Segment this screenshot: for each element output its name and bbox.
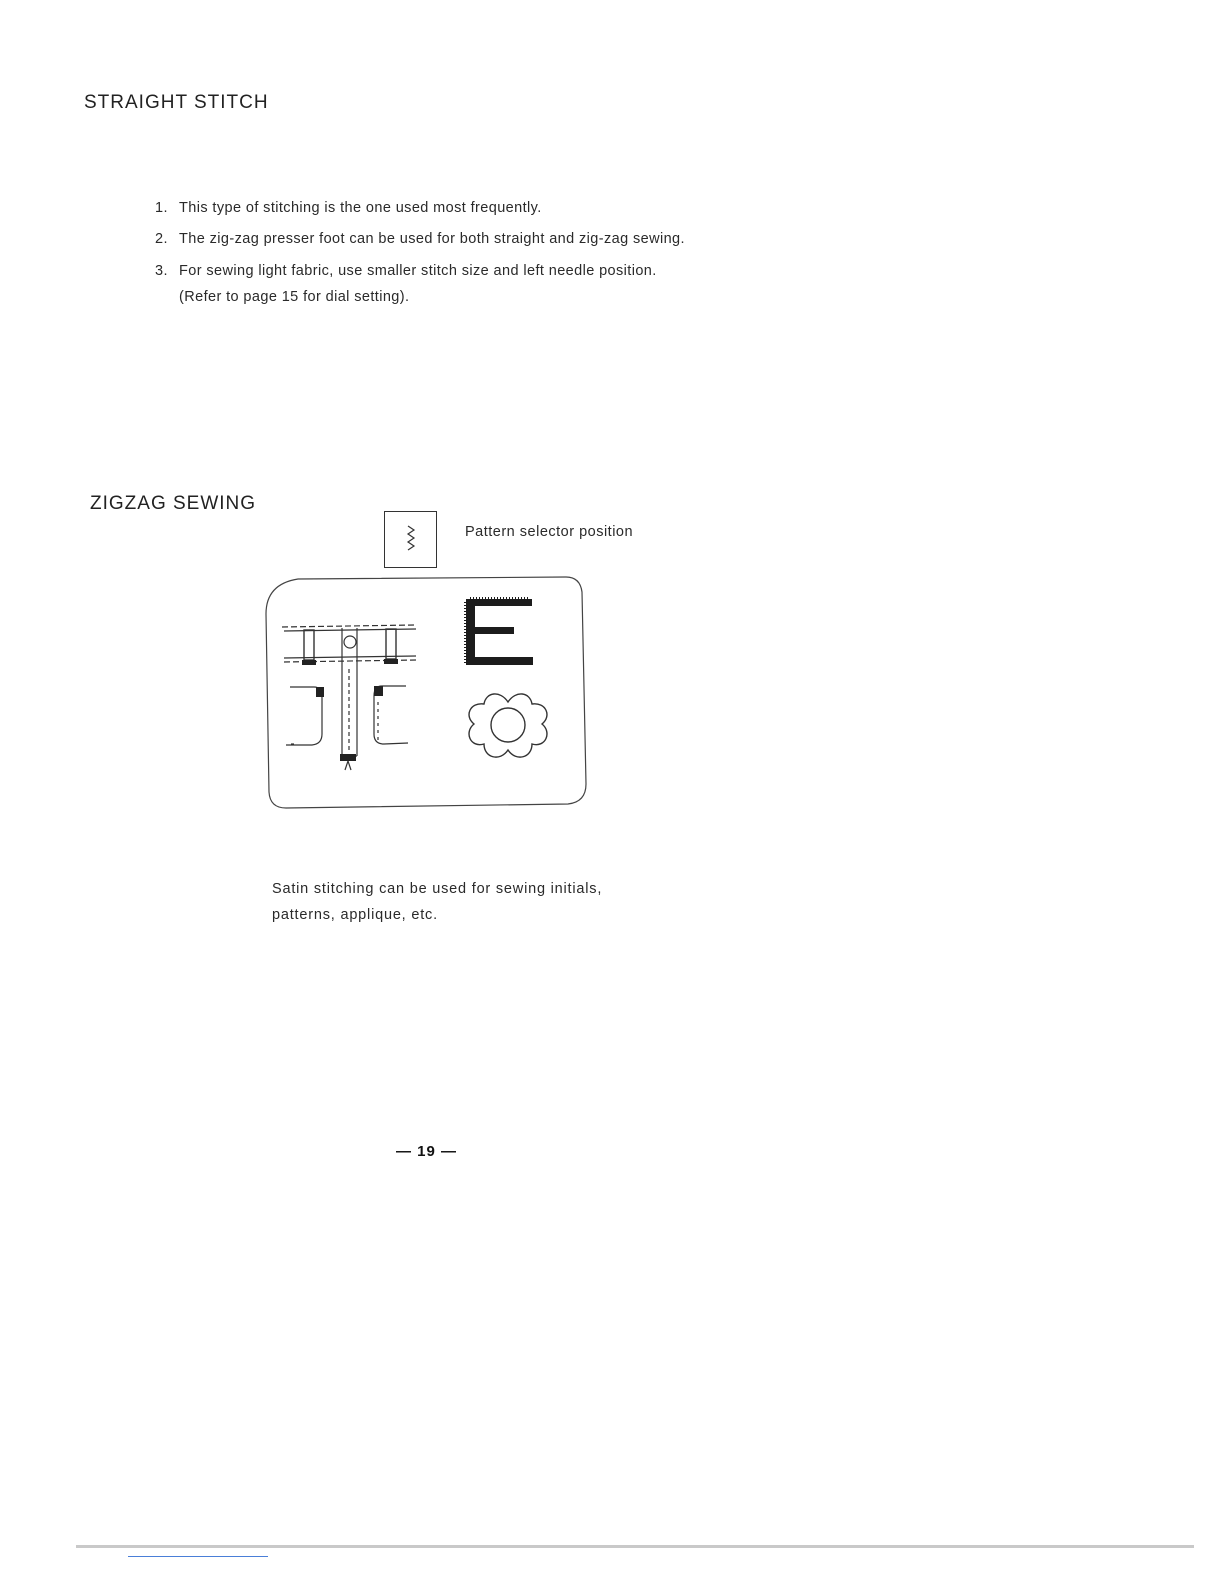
list-item-continuation: (Refer to page 15 for dial setting). [179,289,410,305]
satin-note-line1: Satin stitching can be used for sewing initials, [272,881,603,897]
footer-mark [128,1556,268,1557]
list-item [155,200,542,216]
list-item-number: 3. [155,263,168,279]
list-item-number: 1. [155,200,168,216]
satin-stitch-illustration [258,574,594,814]
list-item [155,231,685,247]
satin-flower [469,694,547,757]
zigzag-pattern-icon [385,512,436,567]
page-number: — 19 — [396,1143,458,1160]
pattern-selector-box [384,511,437,568]
footer-rule [76,1545,1194,1548]
zigzag-heading: ZIGZAG SEWING [90,493,257,514]
list-item-text: This type of stitching is the one used most frequently. [179,200,542,216]
straight-stitch-heading: STRAIGHT STITCH [84,92,269,113]
satin-note-line2: patterns, applique, etc. [272,907,438,923]
list-item-text: The zig-zag presser foot can be used for both straight and zig-zag sewing. [179,231,685,247]
pattern-selector-caption: Pattern selector position [465,524,634,540]
list-item-text: For sewing light fabric, use smaller stitch size and left needle position. [179,263,657,279]
satin-letter-e [465,598,533,665]
list-item [155,263,657,279]
presser-foot-drawing [282,625,416,770]
list-item-number: 2. [155,231,168,247]
